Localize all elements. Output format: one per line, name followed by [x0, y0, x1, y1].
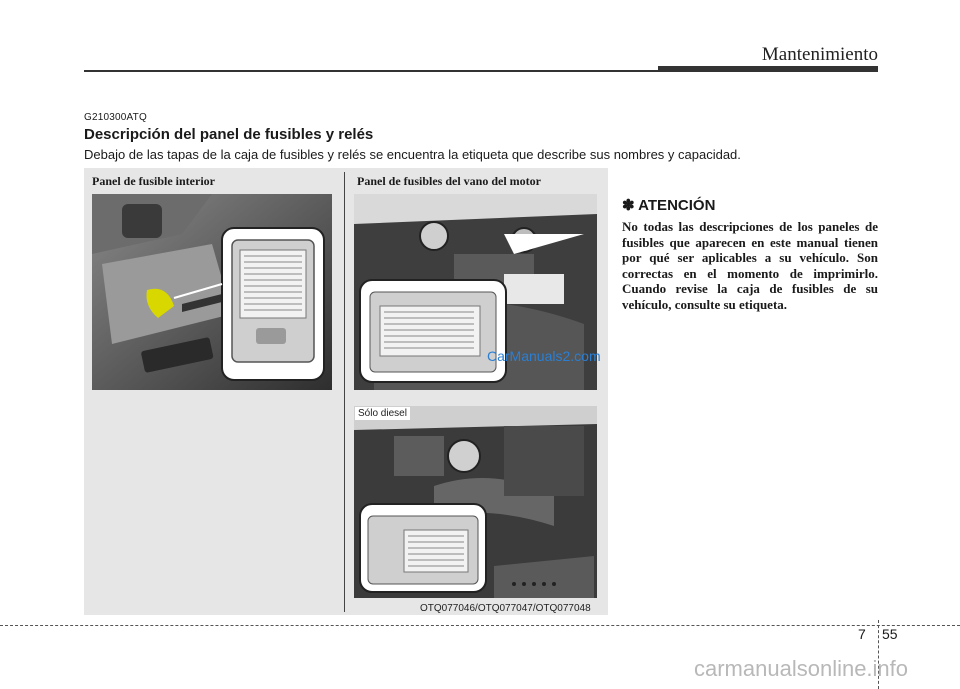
figure-code: OTQ077046/OTQ077047/OTQ077048	[420, 603, 591, 614]
footer-rule	[0, 625, 960, 626]
attention-body: No todas las descripciones de los paneles de fusibles que aparecen en este manual tienen por qué ser aplicables a su vehículo. Son correctas en el momento de imprimirlo. Cuando revise la caja de fusibles de su vehículo, consulte su etiqueta.	[622, 219, 878, 312]
section-body: Debajo de las tapas de la caja de fusibles y relés se encuentra la etiqueta que describe sus nombres y capacidad.	[84, 147, 741, 162]
header-rule-thick	[658, 66, 878, 72]
section-title: Descripción del panel de fusibles y relés	[84, 126, 374, 143]
caption-interior-fuse-panel: Panel de fusible interior	[92, 174, 215, 188]
caption-engine-fuse-panel: Panel de fusibles del vano del motor	[357, 174, 542, 188]
attention-title: ✽ ATENCIÓN	[622, 197, 716, 214]
inline-watermark: CarManuals2.com	[487, 348, 601, 364]
interior-fuse-panel-photo	[92, 194, 332, 390]
header-rule-thin	[84, 70, 658, 72]
site-watermark: carmanualsonline.info	[694, 656, 909, 681]
section-code: G210300ATQ	[84, 112, 147, 123]
header-title: Mantenimiento	[761, 44, 878, 65]
chapter-number: 7	[858, 626, 866, 642]
diesel-fuse-panel-photo	[354, 406, 597, 598]
diesel-only-label: Sólo diesel	[355, 407, 410, 420]
figure-divider	[344, 172, 345, 612]
page-number: 55	[882, 626, 898, 642]
